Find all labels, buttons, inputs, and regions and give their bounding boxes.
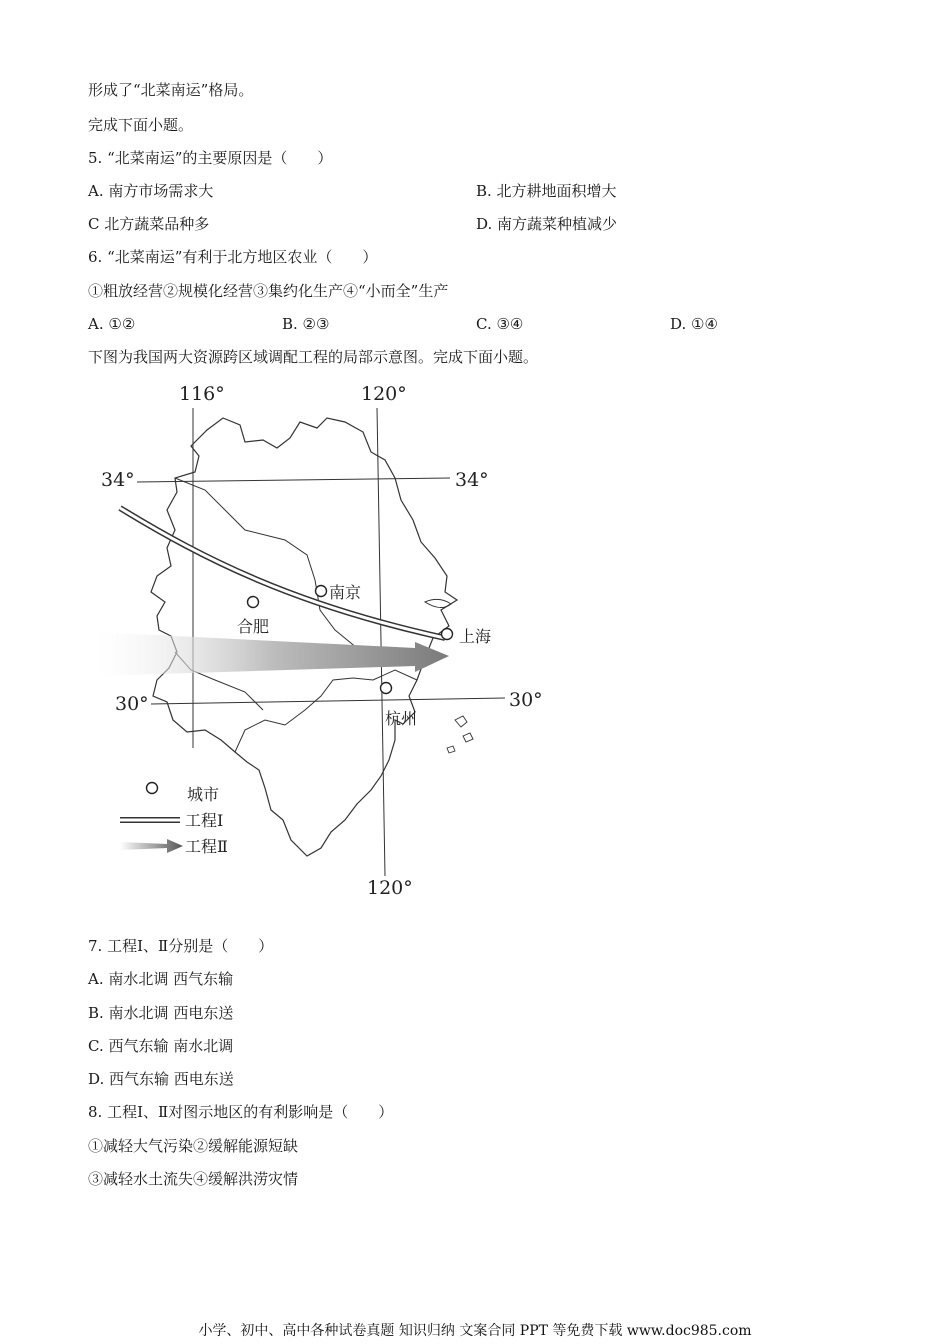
question-6-option-a[interactable]: A. ①② xyxy=(88,315,136,333)
lon-label-120-top: 120° xyxy=(361,383,407,405)
project-1-line xyxy=(120,508,445,638)
legend-city-icon xyxy=(147,783,158,794)
project-2-arrow xyxy=(95,632,449,676)
lat-label-30-right: 30° xyxy=(509,689,543,711)
question-5-option-d[interactable]: D. 南方蔬菜种植减少 xyxy=(476,215,618,233)
lat-label-30-left: 30° xyxy=(115,693,149,715)
intro-tail: 形成了“北菜南运”格局。 xyxy=(88,81,254,99)
legend-project-2-icon xyxy=(120,839,183,853)
city-label-hefei: 合肥 xyxy=(237,617,270,636)
question-8-stem: 8. 工程Ⅰ、Ⅱ对图示地区的有利影响是（ ） xyxy=(88,1103,394,1121)
city-label-shanghai: 上海 xyxy=(459,627,492,646)
question-7-option-c[interactable]: C. 西气东输 南水北调 xyxy=(88,1037,234,1055)
question-5-option-a[interactable]: A. 南方市场需求大 xyxy=(88,182,214,200)
city-marker-shanghai xyxy=(442,629,453,640)
legend-city-label: 城市 xyxy=(187,785,220,804)
question-7-stem: 7. 工程Ⅰ、Ⅱ分别是（ ） xyxy=(88,937,274,955)
city-marker-nanjing xyxy=(316,586,327,597)
question-6-choices: ①粗放经营②规模化经营③集约化生产④“小而全”生产 xyxy=(88,282,449,300)
parallel-30 xyxy=(151,698,505,704)
chongming-island xyxy=(425,599,451,607)
question-8-choices-1: ①减轻大气污染②缓解能源短缺 xyxy=(88,1137,299,1155)
question-6-option-d[interactable]: D. ①④ xyxy=(670,315,718,333)
island xyxy=(447,716,473,753)
city-label-hangzhou: 杭州 xyxy=(385,709,418,728)
legend-project-1-label: 工程Ⅰ xyxy=(185,811,224,830)
lat-label-34-right: 34° xyxy=(455,469,489,491)
question-7-option-a[interactable]: A. 南水北调 西气东输 xyxy=(88,970,234,988)
legend-project-2-label: 工程Ⅱ xyxy=(185,837,228,856)
lat-label-34-left: 34° xyxy=(101,469,135,491)
question-7-option-b[interactable]: B. 南水北调 西电东送 xyxy=(88,1004,234,1022)
parallel-34 xyxy=(137,478,450,482)
city-marker-hangzhou xyxy=(381,683,392,694)
resource-transfer-map xyxy=(95,380,565,900)
question-7-option-d[interactable]: D. 西气东输 西电东送 xyxy=(88,1070,234,1088)
question-6-option-c[interactable]: C. ③④ xyxy=(476,315,524,333)
province-border xyxy=(175,478,395,660)
question-5-stem: 5. “北菜南运”的主要原因是（ ） xyxy=(88,149,333,167)
lon-label-116: 116° xyxy=(179,383,225,405)
question-8-choices-2: ③减轻水土流失④缓解洪涝灾情 xyxy=(88,1170,299,1188)
page-footer[interactable]: 小学、初中、高中各种试卷真题 知识归纳 文案合同 PPT 等免费下载 www.doc985.com xyxy=(198,1323,752,1339)
project-1-line-inner xyxy=(120,508,445,638)
instruction: 完成下面小题。 xyxy=(88,116,194,134)
question-5-option-c[interactable]: C 北方蔬菜品种多 xyxy=(88,215,210,233)
question-6-stem: 6. “北菜南运”有利于北方地区农业（ ） xyxy=(88,248,378,266)
meridian-120 xyxy=(377,408,385,876)
question-5-option-b[interactable]: B. 北方耕地面积增大 xyxy=(476,182,617,200)
lon-label-120-bottom: 120° xyxy=(367,877,413,899)
city-marker-hefei xyxy=(248,597,259,608)
city-label-nanjing: 南京 xyxy=(329,583,362,602)
question-6-option-b[interactable]: B. ②③ xyxy=(282,315,330,333)
map-intro: 下图为我国两大资源跨区域调配工程的局部示意图。完成下面小题。 xyxy=(88,348,539,366)
